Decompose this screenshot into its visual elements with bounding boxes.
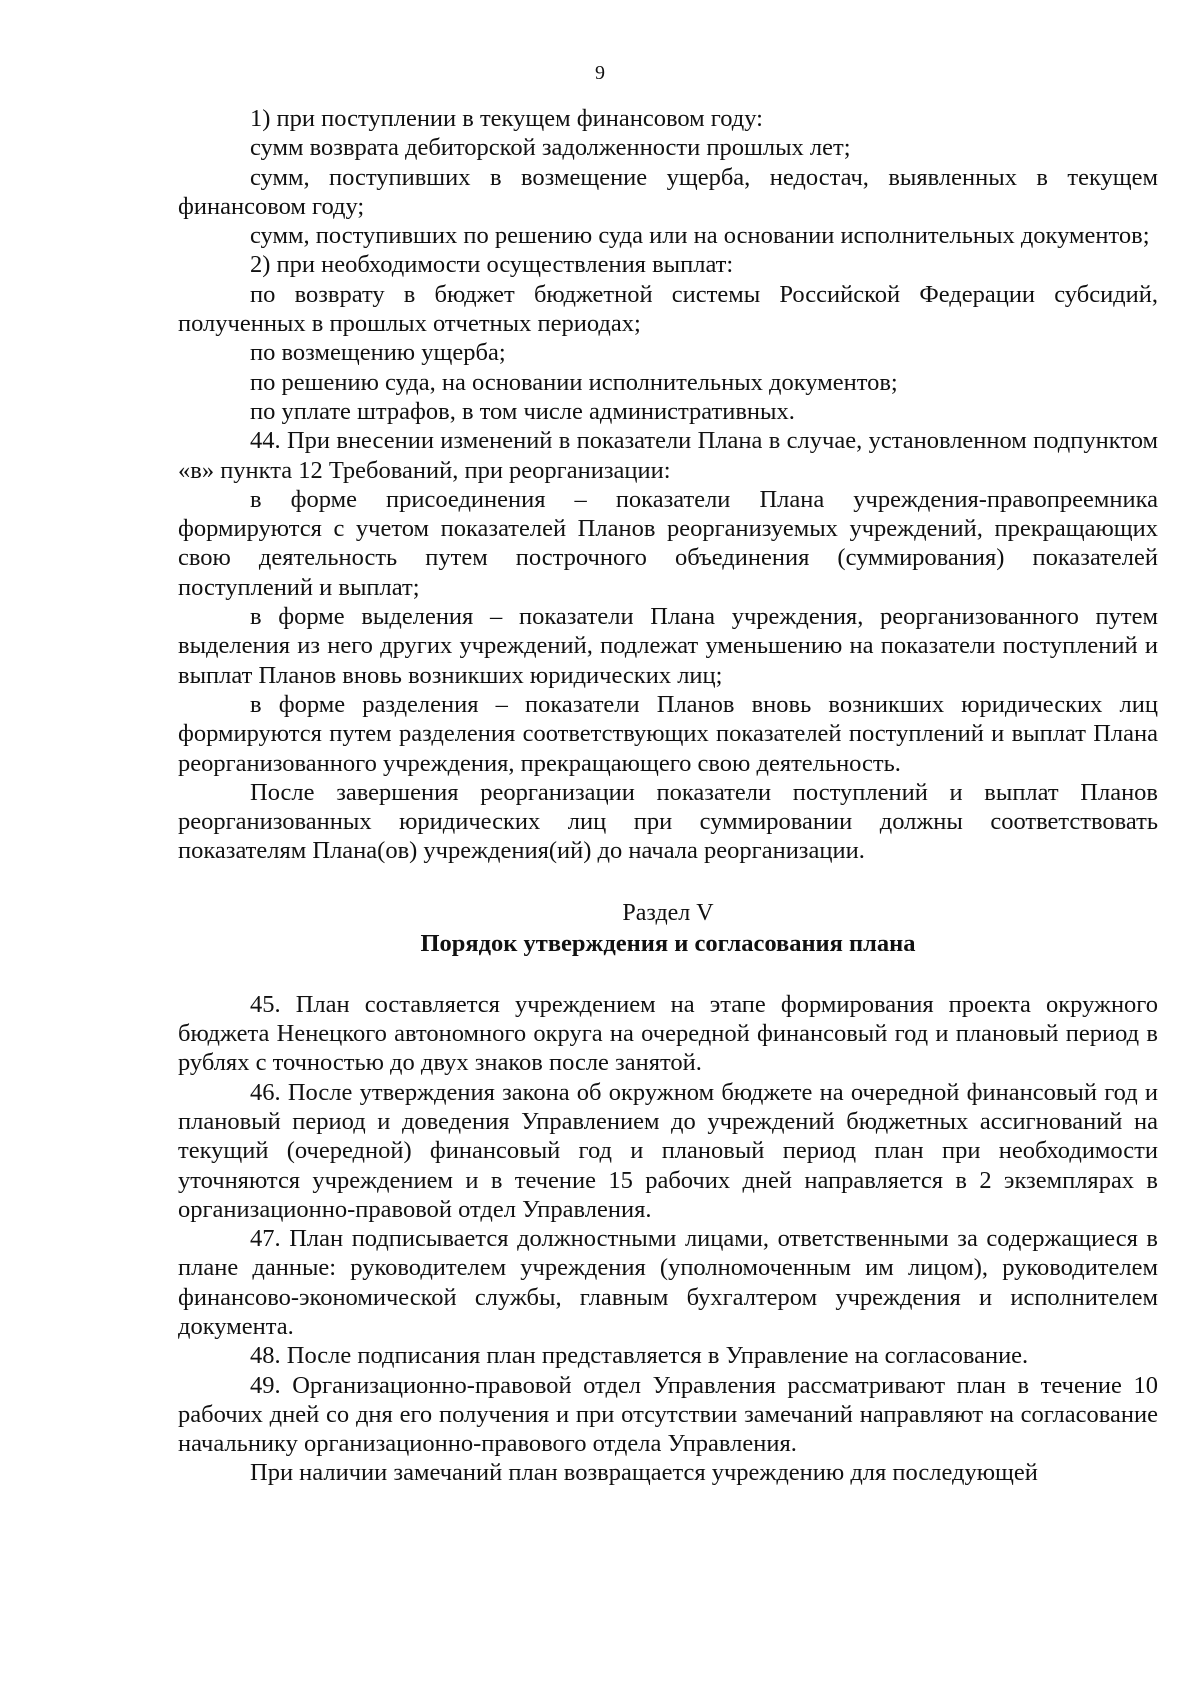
section-heading (178, 898, 1158, 960)
paragraph: по возмещению ущерба; (250, 339, 506, 367)
paragraph: по уплате штрафов, в том числе административных. (250, 397, 795, 425)
paragraph: сумм, поступивших в возмещение ущерба, недостач, выявленных в текущем финансовом году; (178, 163, 1158, 220)
paragraph: сумм возврата дебиторской задолженности прошлых лет; (250, 134, 851, 162)
paragraph-item-44: 44. При внесении изменений в показатели Плана в случае, установленном подпунктом «в» пункта 12 Требований, при реорганизации: (178, 427, 1158, 484)
paragraph-item-47: 47. План подписывается должностными лицами, ответственными за содержащиеся в плане данные: руководителем учреждения (уполномоченным им лицом), руководителем финансово-экономической службы, главным бухгалтером учреждения и исполнителем документа. (178, 1225, 1158, 1340)
document-body (178, 104, 1158, 1488)
paragraph: в форме выделения – показатели Плана учреждения, реорганизованного путем выделения из него других учреждений, подлежат уменьшению на показатели поступлений и выплат Планов вновь возникших юридических лиц; (178, 603, 1158, 689)
paragraph: сумм, поступивших по решению суда или на основании исполнительных документов; (250, 222, 1150, 250)
paragraph-item-46: 46. После утверждения закона об окружном бюджете на очередной финансовый год и плановый период и доведения Управлением до учреждений бюджетных ассигнований на текущий (очередной) финансовый год и плановый период план при необходимости уточняются учреждением и в течение 15 рабочих дней направляется в 2 экземплярах в организационно-правовой отдел Управления. (178, 1078, 1158, 1223)
paragraph: 2) при необходимости осуществления выплат: (250, 251, 734, 279)
paragraph: После завершения реорганизации показатели поступлений и выплат Планов реорганизованных юридических лиц при суммировании должны соответствовать показателям Плана(ов) учреждения(ий) до начала реорганизации. (178, 778, 1158, 865)
paragraph: в форме присоединения – показатели Плана учреждения-правопреемника формируются с учетом показателей Планов реорганизуемых учреждений, прекращающих свою деятельность путем построчного объединения (суммирования) показателей поступлений и выплат; (178, 485, 1158, 601)
paragraph-item-48: 48. После подписания план представляется в Управление на согласование. (250, 1342, 1029, 1370)
paragraph-item-45: 45. План составляется учреждением на этапе формирования проекта окружного бюджета Ненецкого автономного округа на очередной финансовый год и плановый период в рублях с точностью до двух знаков после занятой. (178, 990, 1158, 1077)
paragraph: 1) при поступлении в текущем финансовом году: (250, 105, 763, 132)
paragraph: по решению суда, на основании исполнительных документов; (250, 368, 898, 396)
paragraph: При наличии замечаний план возвращается учреждению для последующей (250, 1459, 1038, 1487)
paragraph-item-49: 49. Организационно-правовой отдел Управления рассматривают план в течение 10 рабочих дней со дня его получения и при отсутствии замечаний направляют на согласование начальнику организационно-правового отдела Управления. (178, 1371, 1158, 1458)
page-number: 9 (595, 62, 605, 84)
section-title: Порядок утверждения и согласования плана (420, 929, 916, 957)
paragraph: в форме разделения – показатели Планов вновь возникших юридических лиц формируются путем разделения соответствующих показателей поступлений и выплат Плана реорганизованного учреждения, прекращающего свою деятельность. (178, 690, 1158, 777)
paragraph: по возврату в бюджет бюджетной системы Российской Федерации субсидий, полученных в прошлых отчетных периодах; (178, 280, 1158, 338)
section-label: Раздел V (622, 899, 714, 926)
